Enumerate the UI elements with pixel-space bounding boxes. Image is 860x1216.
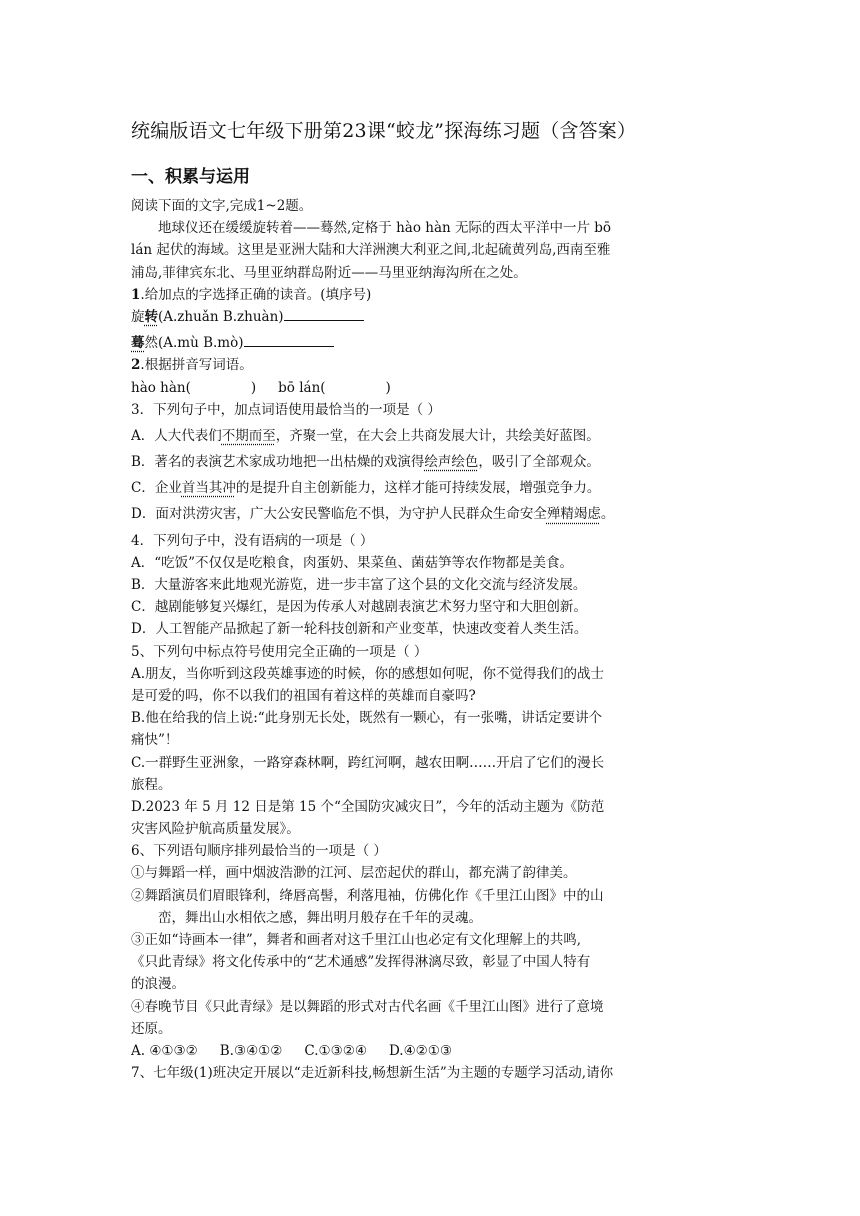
document-body (131, 195, 731, 1084)
question-text: .根据拼音写词语。 (140, 357, 253, 374)
question-4-option-a: A．“吃饭”不仅仅是吃粮食，肉蛋奶、果菜鱼、菌菇笋等农作物都是美食。 (131, 554, 574, 571)
dotted-phrase: 首当其冲 (181, 480, 236, 497)
question-4-option-b: B．大量游客来此地观光游览，进一步丰富了这个县的文化交流与经济发展。 (131, 577, 587, 593)
section-heading: 一、积累与运用 (131, 167, 250, 187)
question-5-option-b: B.他在给我的信上说:“此身别无长处，既然有一颗心，有一张嘴，讲话定要讲个 (131, 710, 603, 727)
question-3-option-b (131, 451, 731, 473)
item-options: (A.zhuǎn B.zhuàn) (158, 308, 284, 325)
question-3-option-d (131, 503, 731, 525)
question-6-options (131, 1040, 731, 1062)
sentence-4: ④春晚节目《只此青绿》是以舞蹈的形式对古代名画《千里江山图》进行了意境 (131, 998, 604, 1015)
dotted-character: 转 (144, 308, 158, 325)
question-number: 2 (131, 357, 141, 374)
paren-close: ) (385, 379, 391, 396)
sentence-1: ①与舞蹈一样，画中烟波浩渺的江河、层峦起伏的群山，都充满了韵律美。 (131, 865, 577, 882)
option-text: ，吸引了全部观众。 (478, 454, 600, 471)
dotted-phrase: 殚精竭虑 (546, 506, 601, 523)
question-1-stem (131, 284, 731, 306)
question-4-stem: 4．下列句子中，没有语病的一项是（ ） (131, 532, 374, 549)
item-prefix: 旋 (131, 308, 145, 325)
sentence-3: ③正如“诗画本一律”，舞者和画者对这千里江山也必定有文化理解上的共鸣, (131, 932, 582, 948)
sentence-3-cont: 《只此青绿》将文化传承中的“艺术通感”发挥得淋漓尽致，彰显了中国人特有 (131, 954, 591, 971)
sentence-2: ②舞蹈演员们眉眼锋利，绛唇高髻，利落甩袖，仿佛化作《千里江山图》中的山 (131, 887, 604, 904)
option-text: B．著名的表演艺术家成功地把一出枯燥的戏演得 (131, 454, 425, 471)
question-1-item-1 (131, 306, 731, 328)
dotted-phrase: 绘声绘色 (424, 454, 479, 471)
dotted-phrase: 不期而至 (221, 427, 276, 444)
passage-line: 地球仪还在缓缓旋转着——蓦然,定格于 hào hàn 无际的西太平洋中一片 bō (158, 220, 612, 237)
question-2-answers (131, 377, 731, 399)
question-1-item-2 (131, 332, 731, 354)
question-5-stem: 5、下列句中标点符号使用完全正确的一项是（ ） (131, 643, 428, 660)
paren-close: ) (250, 379, 257, 396)
answer-blank[interactable] (244, 332, 334, 347)
option-c: C.①③②④ (304, 1042, 367, 1059)
sentence-3-cont: 的浪漫。 (131, 976, 185, 993)
question-5-option-b-cont: 痛快”！ (131, 732, 179, 749)
passage-intro: 阅读下面的文字,完成1~2题。 (131, 198, 313, 214)
question-3-stem: 3．下列句子中，加点词语使用最恰当的一项是（ ） (131, 401, 441, 418)
option-b: B.③④①② (219, 1042, 283, 1059)
sentence-2-cont: 峦，舞出山水相依之感，舞出明月般存在千年的灵魂。 (158, 909, 482, 926)
option-text: 的是提升自主创新能力，这样才能可持续发展，增强竞争力。 (235, 480, 601, 497)
question-5-option-d-cont: 灾害风险护航高质量发展》。 (131, 821, 300, 838)
question-5-option-a-cont: 是可爱的吗，你不以我们的祖国有着这样的英雄而自豪吗? (131, 687, 476, 704)
question-text: .给加点的字选择正确的读音。(填序号) (140, 286, 372, 303)
option-d: D.④②①③ (388, 1042, 452, 1059)
question-4-option-d: D．人工智能产品掀起了新一轮科技创新和产业变革，快速改变着人类生活。 (131, 621, 588, 638)
option-text: C．企业 (131, 480, 182, 497)
passage-line: lán 起伏的海域。这里是亚洲大陆和大洋洲澳大利亚之间,北起硫黄列岛,西南至雅 (131, 242, 611, 259)
question-7-stem: 7、七年级(1)班决定开展以“走近新科技,畅想新生活”为主题的专题学习活动,请你 (131, 1065, 614, 1082)
option-a: A. ④①③② (131, 1042, 198, 1059)
question-6-stem: 6、下列语句顺序排列最恰当的一项是（ ） (131, 843, 387, 860)
option-text: D．面对洪涝灾害，广大公安民警临危不惧，为守护人民群众生命安全 (131, 506, 547, 523)
passage-line: 浦岛,菲律宾东北、马里亚纳群岛附近——马里亚纳海沟所在之处。 (131, 264, 527, 281)
option-text: ，齐聚一堂，在大会上共商发展大计，共绘美好蓝图。 (275, 427, 600, 444)
question-5-option-a: A.朋友，当你听到这段英雄事迹的时候，你的感想如何呢，你不觉得我们的战士 (131, 665, 605, 682)
document-title: 统编版语文七年级下册第23课“蛟龙”探海练习题（含答案） (131, 120, 637, 142)
question-5-option-c-cont: 旅程。 (131, 776, 172, 793)
pinyin-prompt: bō lán( (278, 379, 326, 396)
option-text: A．人大代表们 (131, 427, 222, 444)
question-5-option-c: C.一群野生亚洲象，一路穿森林啊，跨红河啊，越农田啊……开启了它们的漫长 (131, 754, 605, 771)
question-3-option-a (131, 425, 731, 447)
sentence-4-cont: 还原。 (131, 1020, 172, 1037)
question-3-option-c (131, 477, 731, 499)
question-4-option-c: C．越剧能够复兴爆红，是因为传承人对越剧表演艺术努力坚守和大胆创新。 (131, 599, 587, 616)
question-number: 1 (131, 286, 141, 303)
question-5-option-d: D.2023 年 5 月 12 日是第 15 个“全国防灾减灾日”，今年的活动主题为《防范 (131, 798, 605, 815)
answer-blank[interactable] (284, 306, 364, 321)
pinyin-prompt: hào hàn( (131, 379, 191, 396)
option-text: 。 (600, 506, 615, 523)
question-2-stem (131, 354, 731, 376)
dotted-character: 蓦 (131, 335, 145, 352)
item-options: 然(A.mù B.mò) (144, 335, 244, 352)
